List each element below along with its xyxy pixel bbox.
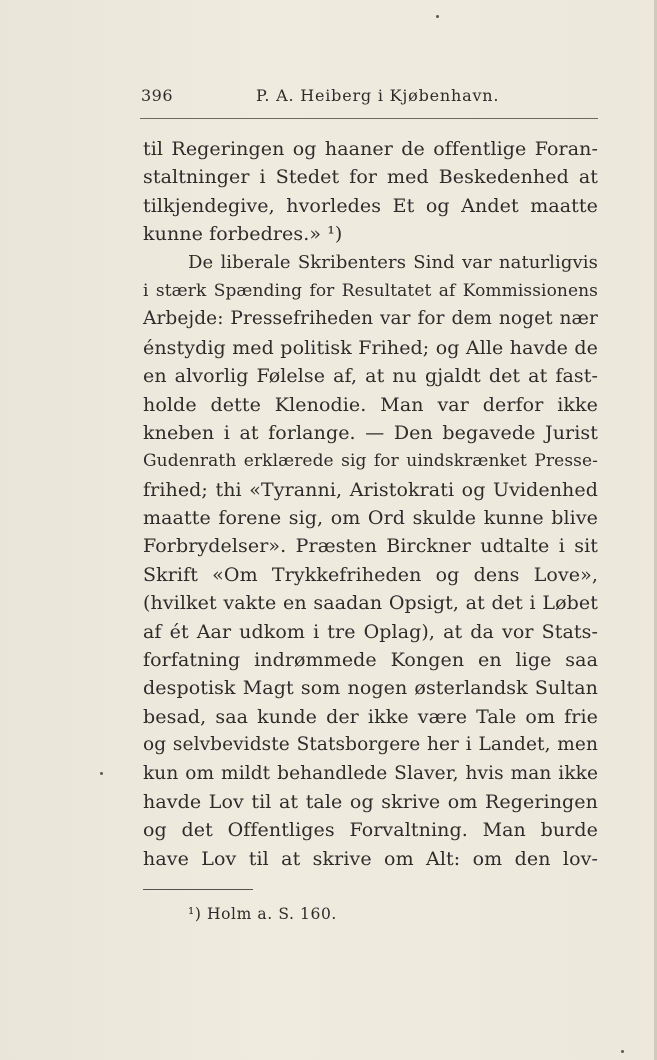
text-line: kunne forbedres.» ¹) [143, 223, 343, 246]
paper-speck [621, 1050, 624, 1053]
text-line: Gudenrath erklærede sig for uindskrænket Presse- [143, 451, 598, 472]
text-line: forfatning indrømmede Kongen en lige saa [143, 649, 598, 672]
text-line: en alvorlig Følelse af, at nu gjaldt det at fast- [143, 365, 598, 388]
text-line: af ét Aar udkom i tre Oplag), at da vor Stats- [143, 620, 598, 643]
text-line: tilkjendegive, hvorledes Et og Andet maatte [143, 194, 598, 217]
text-line: Forbrydelser». Præsten Birckner udtalte i sit [143, 535, 598, 558]
page-number: 396 [141, 86, 174, 105]
text-line: staltninger i Stedet for med Beskedenhed at [143, 166, 598, 189]
text-line: kun om mildt behandlede Slaver, hvis man ikke [143, 762, 598, 784]
text-line: til Regeringen og haaner de offentlige Foran- [143, 138, 598, 160]
text-line: have Lov til at skrive om Alt: om den lov- [143, 847, 598, 870]
running-title: P. A. Heiberg i Kjøbenhavn. [256, 86, 500, 105]
footnote-text: Holm a. S. 160. [207, 905, 337, 923]
text-line: Arbejde: Pressefriheden var for dem noget nær [143, 308, 598, 330]
text-line: og selvbevidste Statsborgere her i Landet, men [143, 734, 598, 756]
text-line: De liberale Skribenters Sind var naturligvis [188, 251, 598, 273]
text-line: (hvilket vakte en saadan Opsigt, at det i Løbet [143, 592, 598, 615]
text-line: besad, saa kunde der ikke være Tale om frie [143, 705, 598, 728]
paper-speck [436, 15, 439, 18]
footnote-rule [143, 889, 253, 890]
text-line: despotisk Magt som nogen østerlandsk Sultan [143, 677, 598, 700]
page-header [141, 86, 595, 110]
text-line: Skrift «Om Trykkefriheden og dens Love», [143, 563, 598, 586]
text-line: frihed; thi «Tyranni, Aristokrati og Uvidenhed [143, 478, 598, 501]
text-line: havde Lov til at tale og skrive om Regeringen [143, 790, 598, 813]
text-line: i stærk Spænding for Resultatet af Kommissionens [143, 280, 598, 301]
footnote-marker: ¹) [188, 905, 202, 923]
body-text [143, 135, 598, 873]
footnote [188, 905, 337, 923]
paper-speck [100, 772, 103, 775]
text-line: énstydig med politisk Frihed; og Alle havde de [143, 336, 598, 359]
header-rule [140, 118, 598, 119]
text-line: kneben i at forlange. — Den begavede Jurist [143, 421, 598, 444]
text-line: og det Offentliges Forvaltning. Man burde [143, 819, 598, 842]
text-line: holde dette Klenodie. Man var derfor ikke [143, 393, 598, 416]
text-line: maatte forene sig, om Ord skulde kunne blive [143, 507, 598, 530]
